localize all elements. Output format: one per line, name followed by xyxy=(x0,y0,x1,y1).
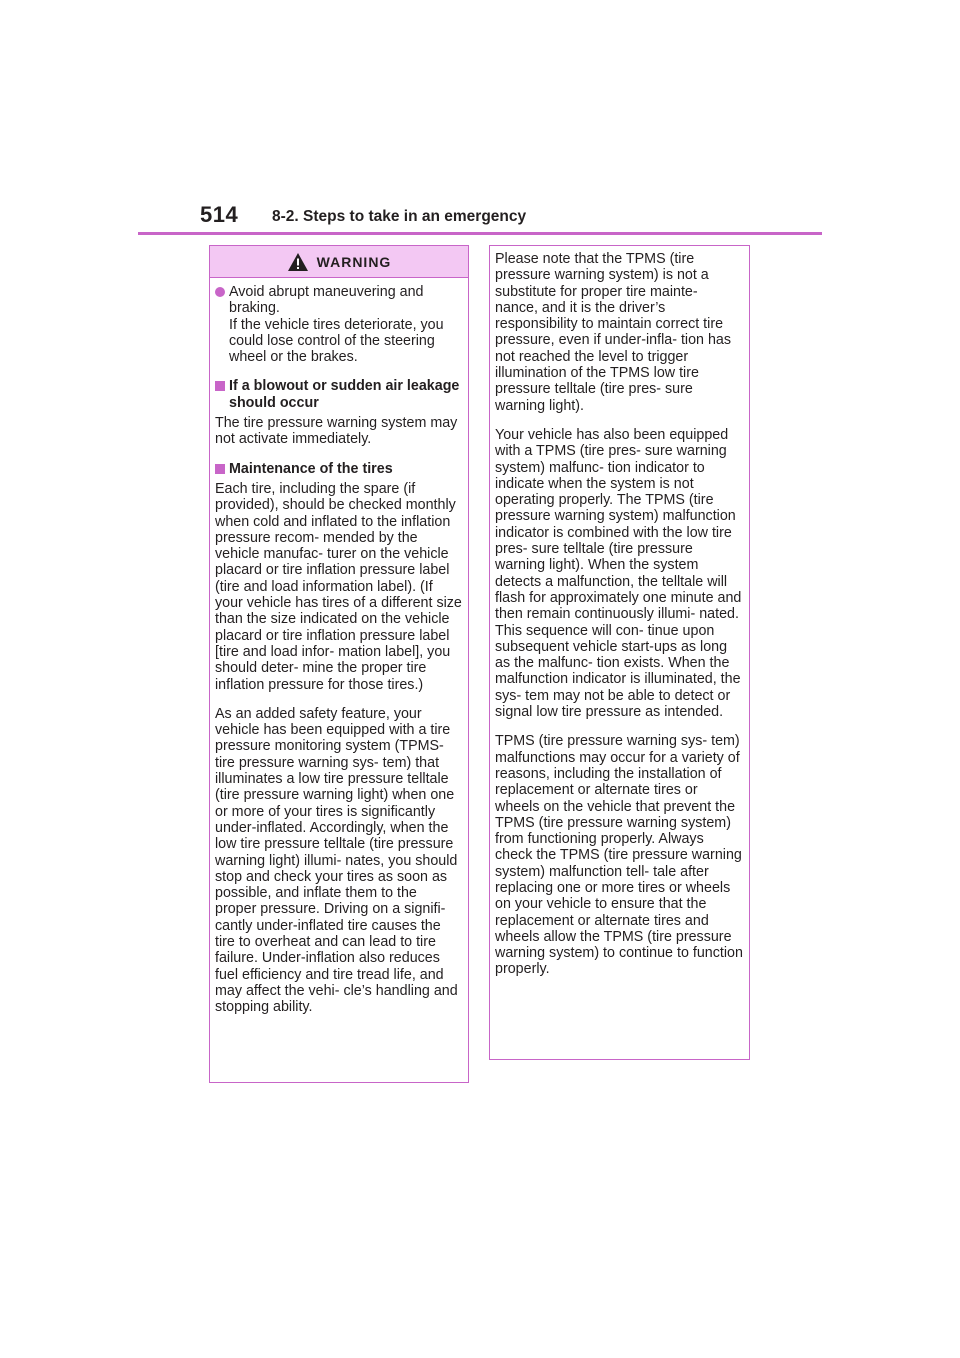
maintenance-para-2: As an added safety feature, your vehicle has been equipped with a tire pressure monitoring system (TPMS-tire pressure warning sys- tem) that illuminates a low tire pressure telltale (tire pressure warning light) when one or more of your tires is significantly under-inflated. Accordingly, when the low tire pressure telltale (tire pressure warning light) illumi- nates, you should stop and check your tires as soon as possible, and inflate them to the proper pressure. Driving on a signifi- cantly under-inflated tire causes the tire to overheat and can lead to tire failure. Under-inflation also reduces fuel efficiency and tire tread life, and may affect the vehi- cle’s handling and stopping ability. xyxy=(215,705,458,1016)
page-number: 514 xyxy=(200,202,239,227)
warning-header xyxy=(210,246,468,278)
tpms-note-para-2: Your vehicle has also been equipped with a TPMS (tire pres- sure warning system) malfunc- tion indicator to indicate when the system is not operating properly. The TPMS (tire pressure warning system) malfunction indicator is combined with the low tire pres- sure telltale (tire pressure warning light). When the system detects a malfunction, the telltale will flash for approximately one minute and then remain continuously illumi- nated. This sequence will con- tinue upon subsequent vehicle start-ups as long as the malfunc- tion exists. When the malfunction indicator is illuminated, the sys- tem may not be able to detect or signal low tire pressure as intended. xyxy=(495,426,742,721)
maintenance-heading-text: Maintenance of the tires xyxy=(229,460,393,477)
warning-content xyxy=(210,278,468,1034)
warning-label: WARNING xyxy=(316,253,392,270)
maintenance-heading xyxy=(215,461,462,477)
tpms-note-para-3: TPMS (tire pressure warning sys- tem) malfunctions may occur for a variety of reasons, including the installation of replacement or alternate tires or wheels on the vehicle that prevent the TPMS (tire pressure warning system) from functioning properly. Always check the TPMS (tire pressure warning system) malfunction tell- tale after replacing one or more tires or wheels on your vehicle to ensure that the replacement or alternate tires and wheels allow the TPMS (tire pressure warning system) to continue to function properly. xyxy=(495,733,743,978)
bullet-dot-icon xyxy=(215,287,225,297)
tpms-note-para-1: Please note that the TPMS (tire pressure warning system) is not a substitute for proper tire mainte- nance, and it is the driver’s responsibility to maintain correct tire pressure, even if under-infla- tion has not reached the level to trigger illumination of the TPMS low tire pressure telltale (tire pres- sure warning light). xyxy=(495,251,732,414)
warning-bullet-line1: Avoid abrupt maneuvering and braking. xyxy=(229,284,424,317)
blowout-text: The tire pressure warning system may not activate immediately. xyxy=(215,415,458,448)
warning-triangle-icon xyxy=(287,252,309,272)
maintenance-para-1: Each tire, including the spare (if provided), should be checked monthly when cold and inflated to the inflation pressure recom- mended by the vehicle manufac- turer on the vehicle placard or tire inflation pressure label (tire and load information label). (If your vehicle has tires of a different size than the size indicated on the vehicle placard or tire inflation pressure label [tire and load infor- mation label], you should deter- mine the proper tire inflation pressure for those tires.) xyxy=(215,480,462,693)
header-rule xyxy=(138,232,822,235)
warning-bullet xyxy=(215,284,462,365)
warning-bullet-line2: If the vehicle tires deteriorate, you could lose control of the steering wheel or the brakes. xyxy=(229,316,444,366)
tpms-note-content xyxy=(490,246,749,997)
blowout-heading-text: If a blowout or sudden air leakage should occur xyxy=(229,378,460,411)
warning-box xyxy=(209,245,469,1083)
square-marker-icon xyxy=(215,464,225,474)
tpms-note-box xyxy=(489,245,750,1060)
section-title: 8-2. Steps to take in an emergency xyxy=(272,208,527,225)
warning-bullet-text xyxy=(229,284,462,365)
blowout-heading xyxy=(215,378,462,411)
square-marker-icon xyxy=(215,381,225,391)
